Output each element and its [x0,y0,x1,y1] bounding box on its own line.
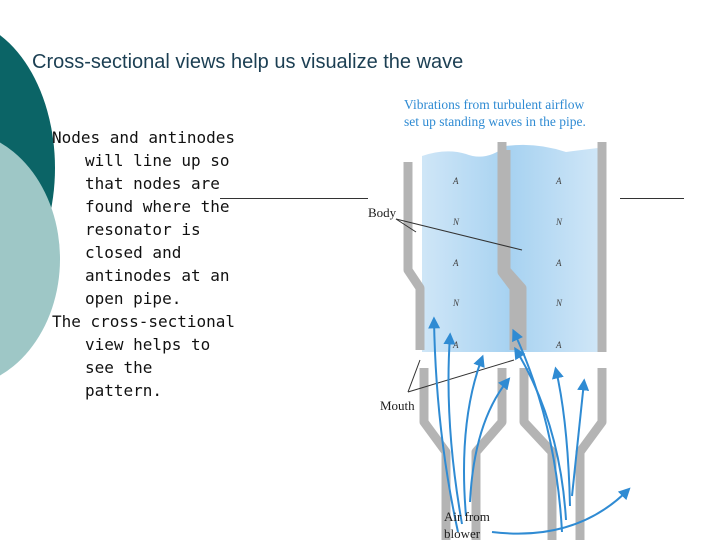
mouth-pointer-line [408,360,420,392]
antinode-label: A [453,176,459,186]
figure-caption-line: Vibrations from turbulent airflow [404,97,585,112]
node-label: N [556,217,563,227]
antinode-label: A [556,176,562,186]
divider-line-left [220,198,368,199]
air-label-line: Air from [444,509,490,524]
node-label: N [453,298,460,308]
bullet-list [48,126,238,402]
antinode-label: A [556,258,562,268]
bullet-item: Nodes and antinodes will line up so that nodes are found where the resonator is closed and antinodes at an open pipe. [52,128,236,308]
figure-caption-line: set up standing waves in the pipe. [404,114,586,129]
air-from-blower-label [444,508,490,542]
organ-pipe-figure [366,92,696,540]
body-label: Body [368,205,397,220]
mouth-label: Mouth [380,398,415,413]
organ-pipe-diagram [366,92,696,540]
left-pipe-lip [424,368,446,540]
node-label: N [556,298,563,308]
antinode-label: A [453,340,459,350]
air-label-line: blower [444,526,481,541]
slide-title: Cross-sectional views help us visualize the wave [32,51,464,73]
node-label: N [453,217,460,227]
bullet-item: The cross-sectional view helps to see the pattern. [52,312,236,400]
antinode-label: A [453,258,459,268]
figure-caption [404,96,586,130]
antinode-label: A [556,340,562,350]
left-pipe-wall [408,162,420,350]
